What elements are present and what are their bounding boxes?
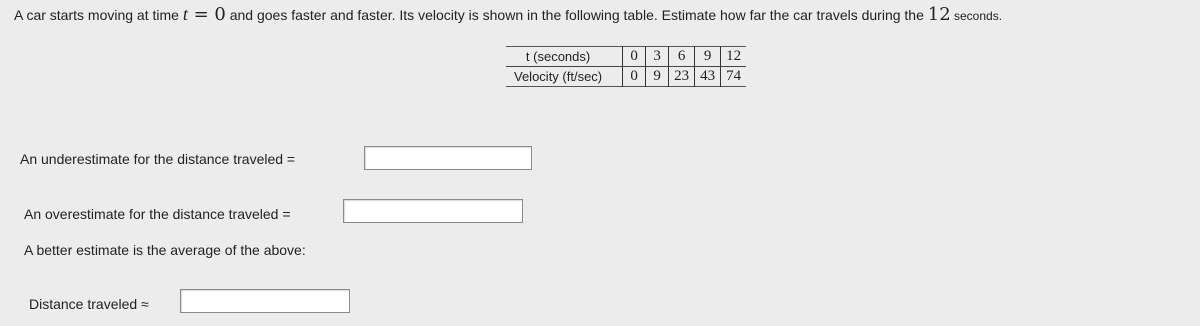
problem-statement (14, 4, 1002, 25)
prompt-text-1: A car starts moving at time (14, 7, 183, 23)
prompt-time-variable: t = 0 (182, 4, 226, 25)
prompt-duration: 12 (927, 4, 951, 25)
velocity-cell: 0 (623, 67, 646, 87)
time-row (506, 47, 746, 67)
better-estimate-label: A better estimate is the average of the above: (24, 242, 306, 258)
underestimate-label: An underestimate for the distance traveled = (20, 151, 296, 167)
velocity-cell: 23 (669, 67, 695, 87)
velocity-row-label: Velocity (ft/sec) (514, 69, 603, 84)
velocity-cell: 43 (695, 67, 721, 87)
distance-input[interactable] (180, 289, 350, 313)
time-row-label: t (seconds) (506, 47, 623, 67)
overestimate-label: An overestimate for the distance traveled = (24, 206, 291, 222)
time-cell: 12 (721, 47, 747, 67)
prompt-text-2: and goes faster and faster. Its velocity is shown in the following table. Estimate how far the car travels during the (225, 7, 928, 23)
time-cell: 9 (695, 47, 721, 67)
velocity-cell: 74 (721, 67, 747, 87)
distance-label: Distance traveled ≈ (29, 296, 149, 312)
velocity-cell: 9 (646, 67, 669, 87)
overestimate-input[interactable] (343, 199, 523, 223)
time-cell: 0 (623, 47, 646, 67)
time-cell: 6 (669, 47, 695, 67)
time-cell: 3 (646, 47, 669, 67)
prompt-text-3: seconds. (950, 9, 1003, 23)
velocity-row (506, 67, 746, 87)
velocity-table (506, 46, 746, 87)
underestimate-input[interactable] (364, 146, 532, 170)
